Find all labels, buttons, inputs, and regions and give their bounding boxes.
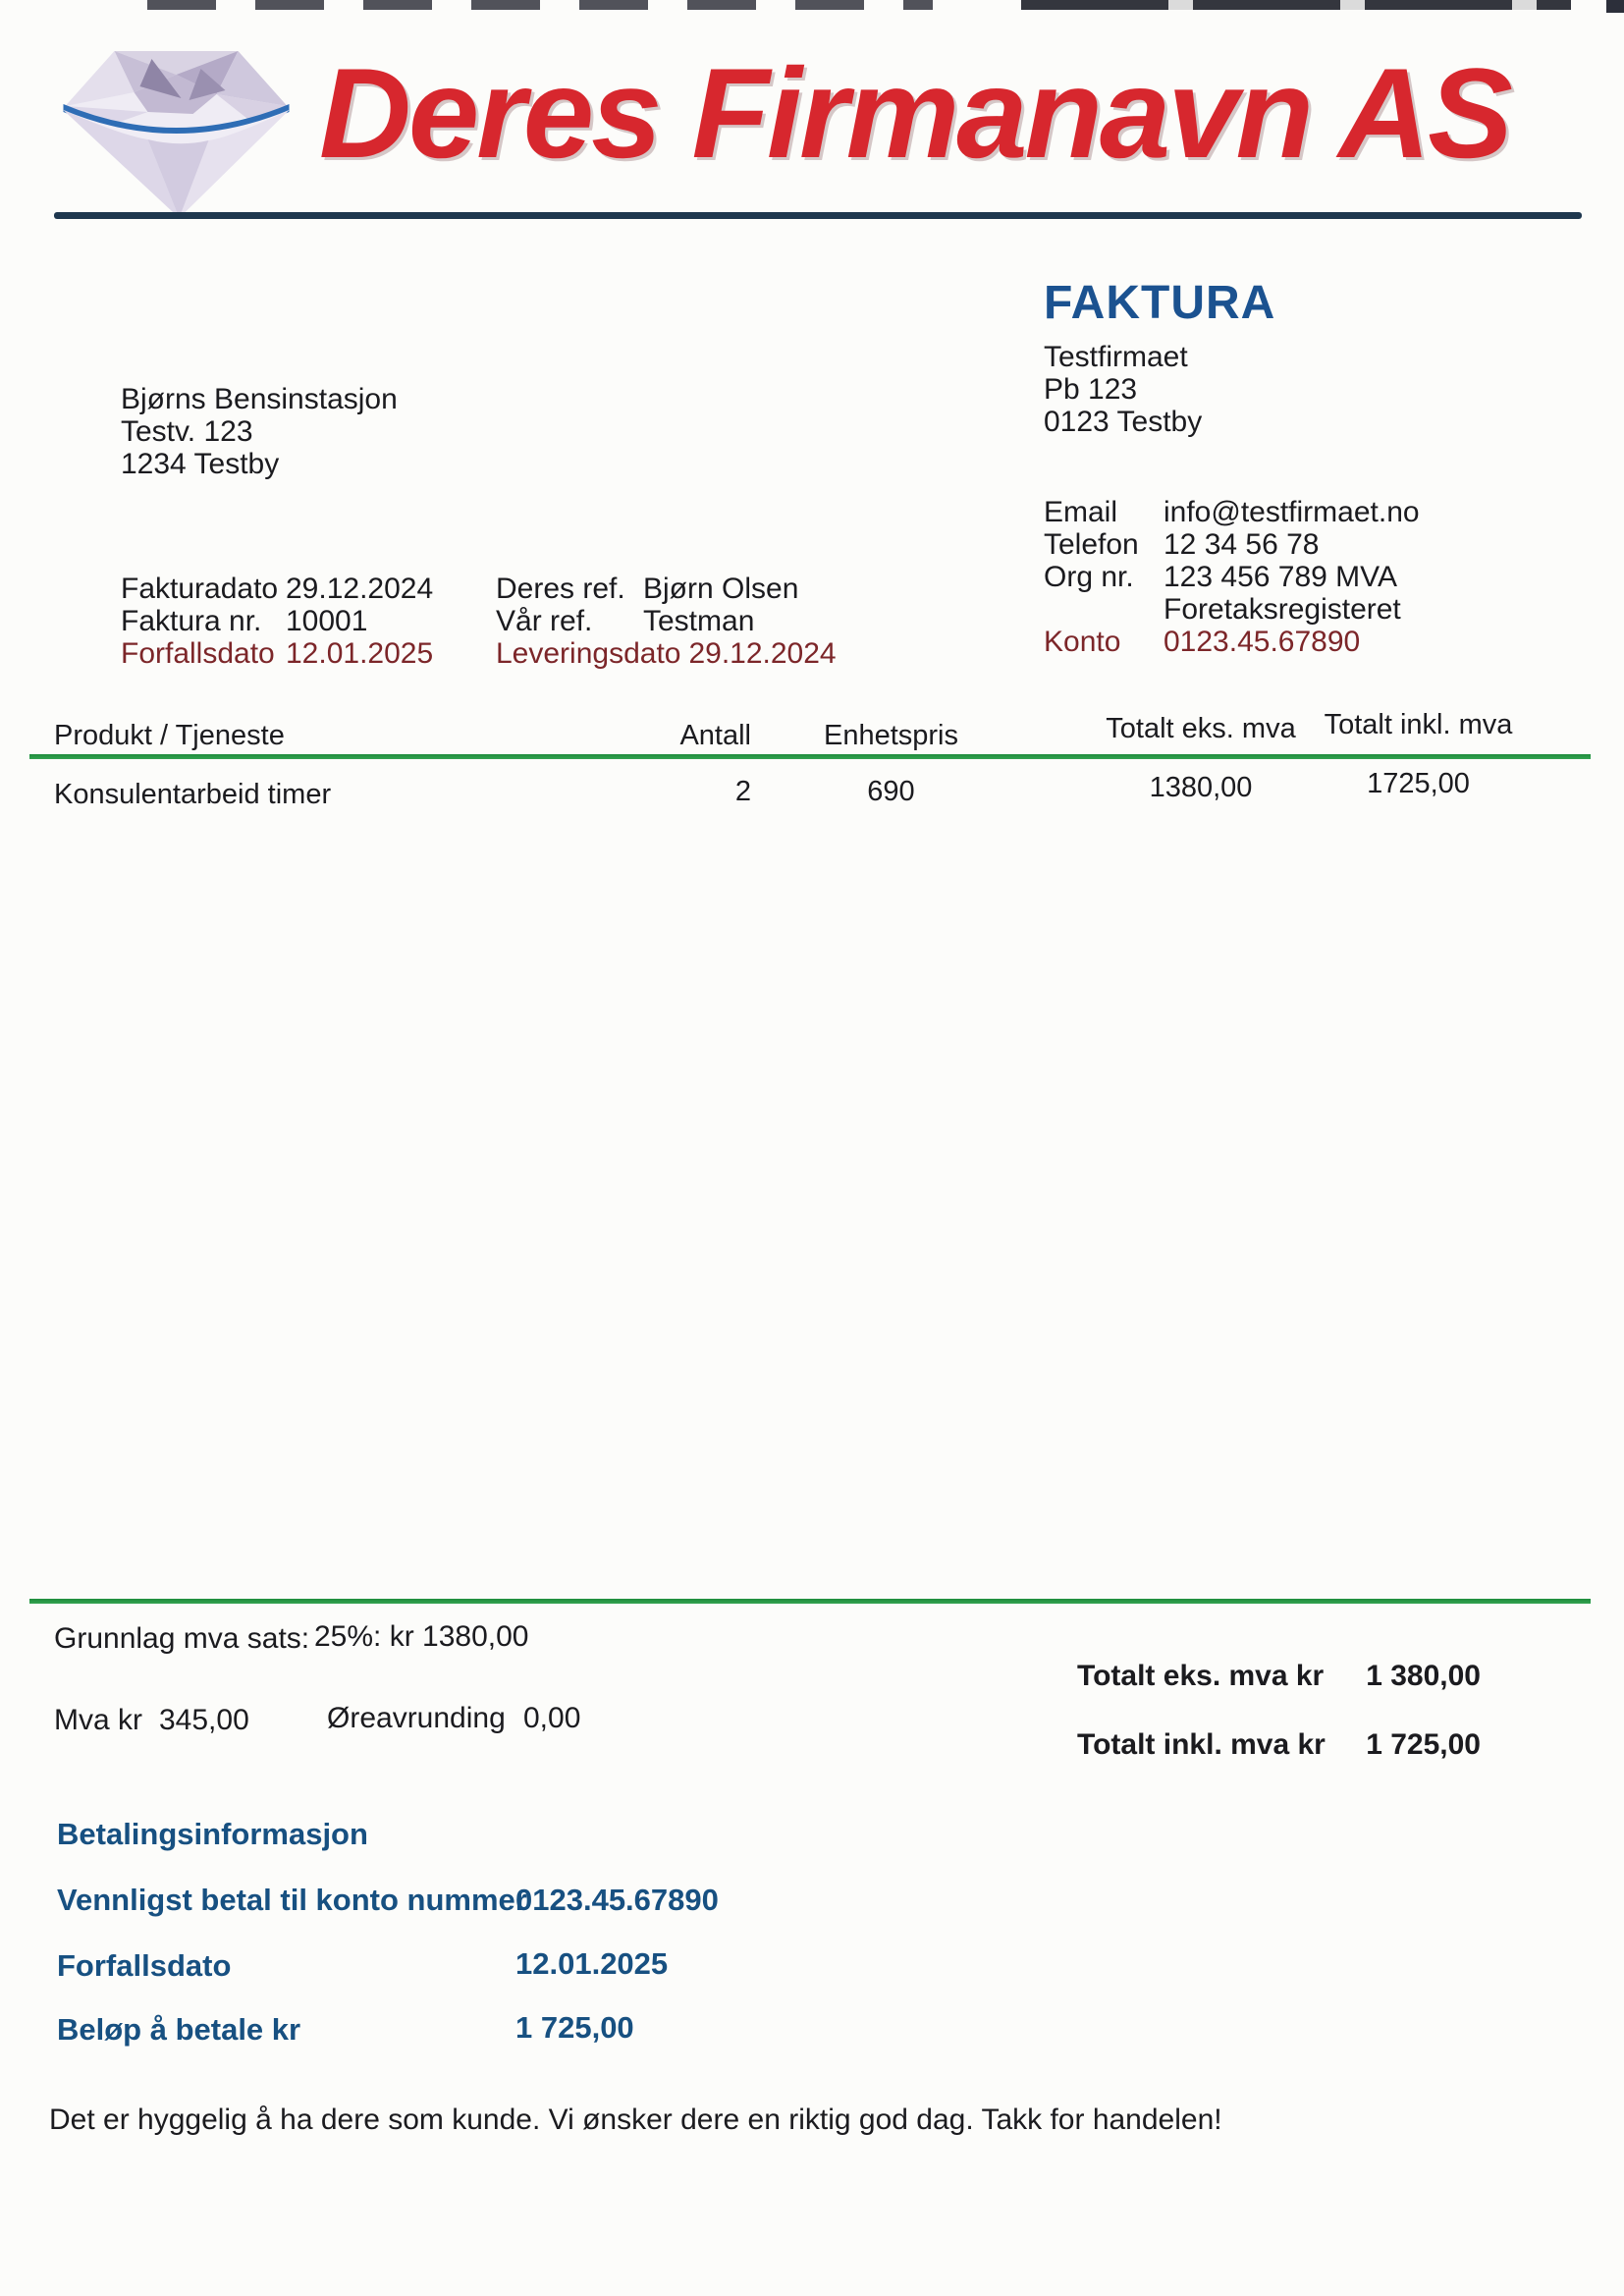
contact-row-konto bbox=[1044, 626, 1420, 658]
scan-artifact-top bbox=[147, 0, 933, 10]
forfallsdato-label: Forfallsdato bbox=[121, 637, 275, 670]
document-title: FAKTURA bbox=[1044, 277, 1276, 329]
vat-label: Mva kr bbox=[54, 1704, 142, 1736]
deres-ref-label: Deres ref. bbox=[496, 573, 625, 605]
contact-block bbox=[1044, 496, 1420, 658]
rounding-label: Øreavrunding bbox=[327, 1702, 506, 1734]
vat-base-label: Grunnlag mva sats: bbox=[54, 1622, 310, 1655]
sender-name: Testfirmaet bbox=[1044, 341, 1188, 373]
orgnr-label: Org nr. bbox=[1044, 561, 1134, 593]
konto-value: 0123.45.67890 bbox=[1164, 626, 1361, 658]
table-header-divider bbox=[29, 754, 1591, 759]
leveringsdato-value: 29.12.2024 bbox=[688, 637, 837, 670]
fakturadato-value: 29.12.2024 bbox=[286, 573, 434, 605]
summary-divider bbox=[29, 1599, 1591, 1604]
contact-row-registry bbox=[1044, 593, 1420, 626]
diamond-icon bbox=[51, 39, 301, 221]
sender-address-block bbox=[1044, 341, 1202, 438]
forfallsdato-value: 12.01.2025 bbox=[286, 637, 434, 670]
orgnr-value: 123 456 789 MVA bbox=[1164, 561, 1397, 593]
fakturanr-label: Faktura nr. bbox=[121, 605, 262, 637]
row-unit-price: 690 bbox=[867, 776, 915, 807]
leveringsdato-label: Leveringsdato bbox=[496, 637, 681, 670]
payment-amount-value: 1 725,00 bbox=[515, 2010, 634, 2045]
column-header-total-inc: Totalt inkl. mva bbox=[1324, 709, 1513, 740]
brand-name: Deres Firmanavn AS bbox=[319, 41, 1510, 185]
recipient-address-block bbox=[121, 383, 398, 480]
total-ex-label: Totalt eks. mva kr bbox=[1077, 1660, 1325, 1692]
row-qty: 2 bbox=[734, 776, 751, 807]
total-ex-value: 1 380,00 bbox=[1366, 1660, 1481, 1692]
sender-address1: Pb 123 bbox=[1044, 373, 1138, 406]
contact-row-email bbox=[1044, 496, 1420, 528]
vat-base-value: 25%: kr 1380,00 bbox=[314, 1620, 529, 1653]
column-header-qty: Antall bbox=[679, 720, 751, 751]
total-inc-value: 1 725,00 bbox=[1366, 1728, 1481, 1761]
detail-row-forfallsdato bbox=[121, 637, 433, 670]
row-total-inc: 1725,00 bbox=[1367, 768, 1470, 799]
registry-value: Foretaksregisteret bbox=[1164, 593, 1401, 626]
contact-row-orgnr bbox=[1044, 561, 1420, 593]
header-divider bbox=[54, 212, 1582, 219]
deres-ref-value: Bjørn Olsen bbox=[643, 573, 799, 605]
fakturadato-label: Fakturadato bbox=[121, 573, 279, 605]
payment-due-label: Forfallsdato bbox=[57, 1948, 232, 1983]
payment-amount-label: Beløp å betale kr bbox=[57, 2012, 301, 2047]
contact-row-phone bbox=[1044, 528, 1420, 561]
email-label: Email bbox=[1044, 496, 1118, 528]
fakturanr-value: 10001 bbox=[286, 605, 368, 637]
payment-due-value: 12.01.2025 bbox=[515, 1946, 669, 1981]
scan-artifact-corner bbox=[1606, 0, 1624, 13]
recipient-name: Bjørns Bensinstasjon bbox=[121, 383, 398, 415]
konto-label: Konto bbox=[1044, 626, 1121, 658]
detail-row-fakturadato bbox=[121, 573, 433, 605]
row-total-ex: 1380,00 bbox=[1149, 772, 1253, 803]
detail-row-deres-ref bbox=[496, 573, 837, 605]
column-header-unit-price: Enhetspris bbox=[823, 720, 958, 751]
column-header-total-ex: Totalt eks. mva bbox=[1106, 713, 1296, 744]
invoice-details-left bbox=[121, 573, 433, 670]
sender-address2: 0123 Testby bbox=[1044, 406, 1203, 438]
detail-row-var-ref bbox=[496, 605, 837, 637]
total-inc-label: Totalt inkl. mva kr bbox=[1077, 1728, 1326, 1761]
rounding-value: 0,00 bbox=[523, 1702, 581, 1734]
vat-value: 345,00 bbox=[159, 1704, 249, 1736]
var-ref-value: Testman bbox=[643, 605, 755, 637]
footer-note: Det er hyggelig å ha dere som kunde. Vi ønsker dere en riktig god dag. Takk for handelen! bbox=[49, 2104, 1222, 2136]
var-ref-label: Vår ref. bbox=[496, 605, 593, 637]
detail-row-leveringsdato bbox=[496, 637, 837, 670]
payment-account-label: Vennligst betal til konto nummer bbox=[57, 1883, 527, 1917]
scan-artifact-top bbox=[1021, 0, 1571, 10]
payment-heading: Betalingsinformasjon bbox=[57, 1817, 368, 1851]
email-value: info@testfirmaet.no bbox=[1164, 496, 1420, 528]
recipient-address2: 1234 Testby bbox=[121, 448, 280, 480]
row-product: Konsulentarbeid timer bbox=[54, 779, 332, 810]
phone-label: Telefon bbox=[1044, 528, 1139, 561]
phone-value: 12 34 56 78 bbox=[1164, 528, 1320, 561]
recipient-address1: Testv. 123 bbox=[121, 415, 253, 448]
invoice-details-mid bbox=[496, 573, 837, 670]
column-header-product: Produkt / Tjeneste bbox=[54, 720, 285, 751]
detail-row-fakturanr bbox=[121, 605, 433, 637]
payment-account-value: 0123.45.67890 bbox=[515, 1883, 719, 1917]
